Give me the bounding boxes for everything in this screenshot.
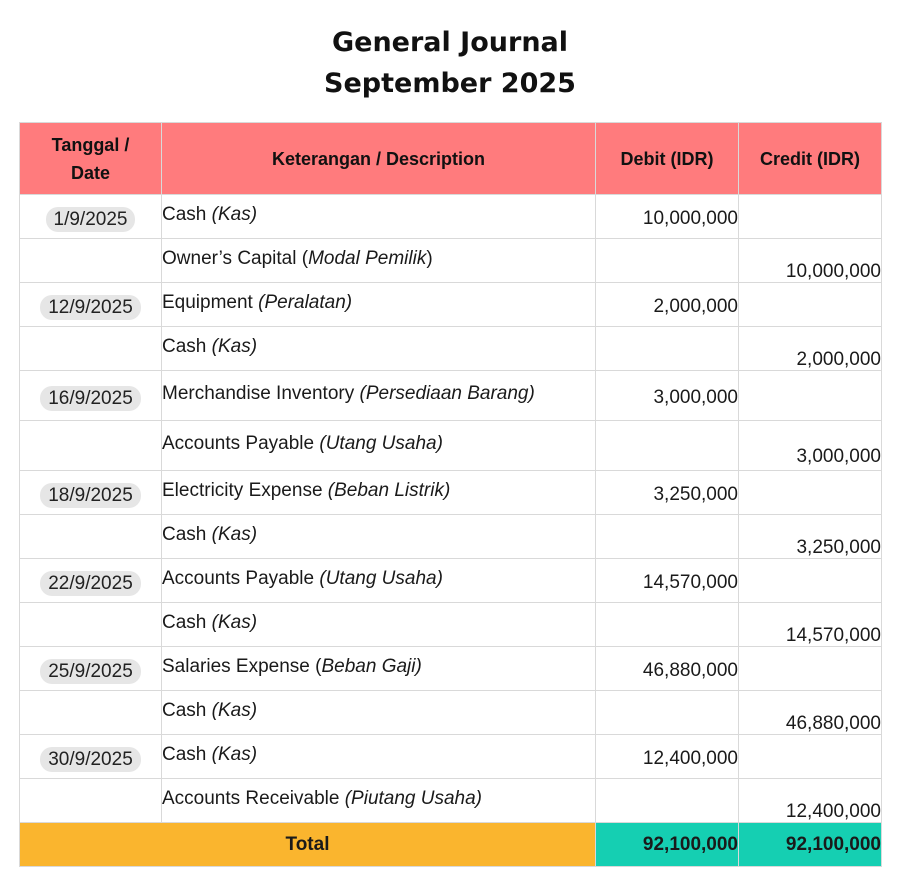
debit-value: 12,400,000 bbox=[642, 747, 738, 769]
description-cell bbox=[162, 239, 596, 283]
debit-value: 10,000,000 bbox=[642, 207, 738, 229]
total-debit: 92,100,000 bbox=[596, 823, 739, 867]
description-text bbox=[162, 700, 257, 721]
date-cell bbox=[20, 559, 162, 603]
title-line-2: September 2025 bbox=[324, 68, 576, 99]
debit-value: 3,250,000 bbox=[653, 483, 738, 505]
description-cell bbox=[162, 371, 596, 421]
table-row bbox=[20, 691, 882, 735]
account-name-en: Salaries Expense ( bbox=[162, 655, 322, 677]
table-row bbox=[20, 779, 882, 823]
credit-cell bbox=[739, 239, 882, 283]
debit-cell bbox=[596, 779, 739, 823]
description-text bbox=[162, 788, 482, 809]
description-cell bbox=[162, 647, 596, 691]
header-description: Keterangan / Description bbox=[162, 123, 596, 195]
page-title bbox=[0, 22, 900, 104]
debit-value: 46,880,000 bbox=[642, 659, 738, 681]
debit-cell bbox=[596, 283, 739, 327]
credit-cell bbox=[739, 327, 882, 371]
date-chip: 18/9/2025 bbox=[40, 483, 141, 508]
credit-cell bbox=[739, 421, 882, 471]
debit-cell bbox=[596, 603, 739, 647]
debit-value: 2,000,000 bbox=[653, 295, 738, 317]
credit-cell bbox=[739, 559, 882, 603]
account-name-id: (Utang Usaha) bbox=[319, 567, 443, 589]
credit-cell bbox=[739, 735, 882, 779]
account-name-en: Accounts Receivable bbox=[162, 787, 345, 809]
credit-cell bbox=[739, 691, 882, 735]
date-chip: 25/9/2025 bbox=[40, 659, 141, 684]
date-chip: 1/9/2025 bbox=[46, 207, 136, 232]
account-name-en: Cash bbox=[162, 335, 212, 357]
account-name-en: Electricity Expense bbox=[162, 479, 328, 501]
total-label: Total bbox=[20, 823, 596, 867]
account-name-en: Cash bbox=[162, 611, 212, 633]
date-cell bbox=[20, 647, 162, 691]
description-text bbox=[162, 383, 535, 404]
description-cell bbox=[162, 195, 596, 239]
debit-cell bbox=[596, 371, 739, 421]
description-cell bbox=[162, 515, 596, 559]
description-text bbox=[162, 656, 422, 677]
header-credit: Credit (IDR) bbox=[739, 123, 882, 195]
description-text bbox=[162, 568, 443, 589]
description-text bbox=[162, 248, 433, 269]
date-chip: 30/9/2025 bbox=[40, 747, 141, 772]
date-cell bbox=[20, 283, 162, 327]
account-name-tail: ) bbox=[426, 247, 433, 269]
header-debit: Debit (IDR) bbox=[596, 123, 739, 195]
total-credit: 92,100,000 bbox=[739, 823, 882, 867]
account-name-en: Equipment bbox=[162, 291, 259, 313]
account-name-en: Merchandise Inventory bbox=[162, 382, 360, 404]
date-cell bbox=[20, 195, 162, 239]
journal-table bbox=[19, 122, 882, 867]
description-text bbox=[162, 480, 450, 501]
credit-cell bbox=[739, 779, 882, 823]
credit-cell bbox=[739, 283, 882, 327]
account-name-id: (Persediaan Barang) bbox=[359, 382, 535, 404]
description-cell bbox=[162, 603, 596, 647]
table-row bbox=[20, 647, 882, 691]
date-chip: 22/9/2025 bbox=[40, 571, 141, 596]
date-cell bbox=[20, 327, 162, 371]
description-text bbox=[162, 336, 257, 357]
date-cell bbox=[20, 691, 162, 735]
total-row bbox=[20, 823, 882, 867]
debit-cell bbox=[596, 471, 739, 515]
account-name-en: Cash bbox=[162, 699, 212, 721]
account-name-id: (Utang Usaha) bbox=[319, 432, 443, 454]
credit-cell bbox=[739, 195, 882, 239]
account-name-en: Accounts Payable bbox=[162, 567, 320, 589]
account-name-id: Beban Gaji) bbox=[321, 655, 422, 677]
table-row bbox=[20, 471, 882, 515]
account-name-id: (Piutang Usaha) bbox=[344, 787, 483, 809]
debit-cell bbox=[596, 421, 739, 471]
credit-value: 2,000,000 bbox=[796, 348, 881, 370]
credit-cell bbox=[739, 471, 882, 515]
account-name-id: (Beban Listrik) bbox=[327, 479, 451, 501]
credit-value: 10,000,000 bbox=[785, 260, 881, 282]
debit-cell bbox=[596, 239, 739, 283]
credit-cell bbox=[739, 647, 882, 691]
credit-value: 12,400,000 bbox=[785, 800, 881, 822]
description-cell bbox=[162, 559, 596, 603]
description-text bbox=[162, 292, 352, 313]
debit-cell bbox=[596, 559, 739, 603]
date-cell bbox=[20, 471, 162, 515]
table-row bbox=[20, 239, 882, 283]
debit-cell bbox=[596, 327, 739, 371]
table-row bbox=[20, 515, 882, 559]
date-cell bbox=[20, 603, 162, 647]
header-date-line2: Date bbox=[70, 162, 110, 183]
credit-value: 3,250,000 bbox=[796, 536, 881, 558]
date-cell bbox=[20, 371, 162, 421]
table-row bbox=[20, 283, 882, 327]
description-cell bbox=[162, 421, 596, 471]
table-row bbox=[20, 371, 882, 421]
credit-value: 14,570,000 bbox=[785, 624, 881, 646]
debit-cell bbox=[596, 195, 739, 239]
debit-cell bbox=[596, 735, 739, 779]
description-cell bbox=[162, 471, 596, 515]
table-row bbox=[20, 559, 882, 603]
account-name-id: (Kas) bbox=[211, 699, 258, 721]
account-name-id: (Kas) bbox=[211, 523, 258, 545]
account-name-en: Cash bbox=[162, 743, 212, 765]
account-name-id: (Kas) bbox=[211, 203, 258, 225]
description-text bbox=[162, 433, 443, 454]
account-name-en: Accounts Payable bbox=[162, 432, 320, 454]
credit-value: 3,000,000 bbox=[796, 445, 881, 467]
debit-cell bbox=[596, 647, 739, 691]
account-name-id: (Kas) bbox=[211, 611, 258, 633]
credit-cell bbox=[739, 603, 882, 647]
date-cell bbox=[20, 421, 162, 471]
header-date bbox=[20, 123, 162, 195]
title-line-1: General Journal bbox=[331, 27, 569, 58]
description-cell bbox=[162, 779, 596, 823]
header-row bbox=[20, 123, 882, 195]
table-row bbox=[20, 327, 882, 371]
credit-cell bbox=[739, 371, 882, 421]
description-cell bbox=[162, 327, 596, 371]
description-cell bbox=[162, 735, 596, 779]
credit-cell bbox=[739, 515, 882, 559]
description-cell bbox=[162, 283, 596, 327]
description-text bbox=[162, 204, 257, 225]
debit-value: 14,570,000 bbox=[642, 571, 738, 593]
description-text bbox=[162, 524, 257, 545]
table-row bbox=[20, 735, 882, 779]
date-chip: 16/9/2025 bbox=[40, 386, 141, 411]
header-date-line1: Tanggal / bbox=[51, 134, 130, 155]
account-name-en: Cash bbox=[162, 203, 212, 225]
account-name-en: Cash bbox=[162, 523, 212, 545]
table-row bbox=[20, 195, 882, 239]
date-cell bbox=[20, 239, 162, 283]
table-row bbox=[20, 603, 882, 647]
date-cell bbox=[20, 779, 162, 823]
account-name-id: (Peralatan) bbox=[258, 291, 353, 313]
description-cell bbox=[162, 691, 596, 735]
debit-value: 3,000,000 bbox=[653, 386, 738, 408]
debit-cell bbox=[596, 515, 739, 559]
description-text bbox=[162, 744, 257, 765]
account-name-id: Modal Pemilik bbox=[308, 247, 427, 269]
date-chip: 12/9/2025 bbox=[40, 295, 141, 320]
debit-cell bbox=[596, 691, 739, 735]
account-name-id: (Kas) bbox=[211, 743, 258, 765]
account-name-id: (Kas) bbox=[211, 335, 258, 357]
credit-value: 46,880,000 bbox=[785, 712, 881, 734]
table-row bbox=[20, 421, 882, 471]
journal-body bbox=[20, 195, 882, 823]
account-name-en: Owner’s Capital ( bbox=[162, 247, 309, 269]
date-cell bbox=[20, 515, 162, 559]
description-text bbox=[162, 612, 257, 633]
date-cell bbox=[20, 735, 162, 779]
